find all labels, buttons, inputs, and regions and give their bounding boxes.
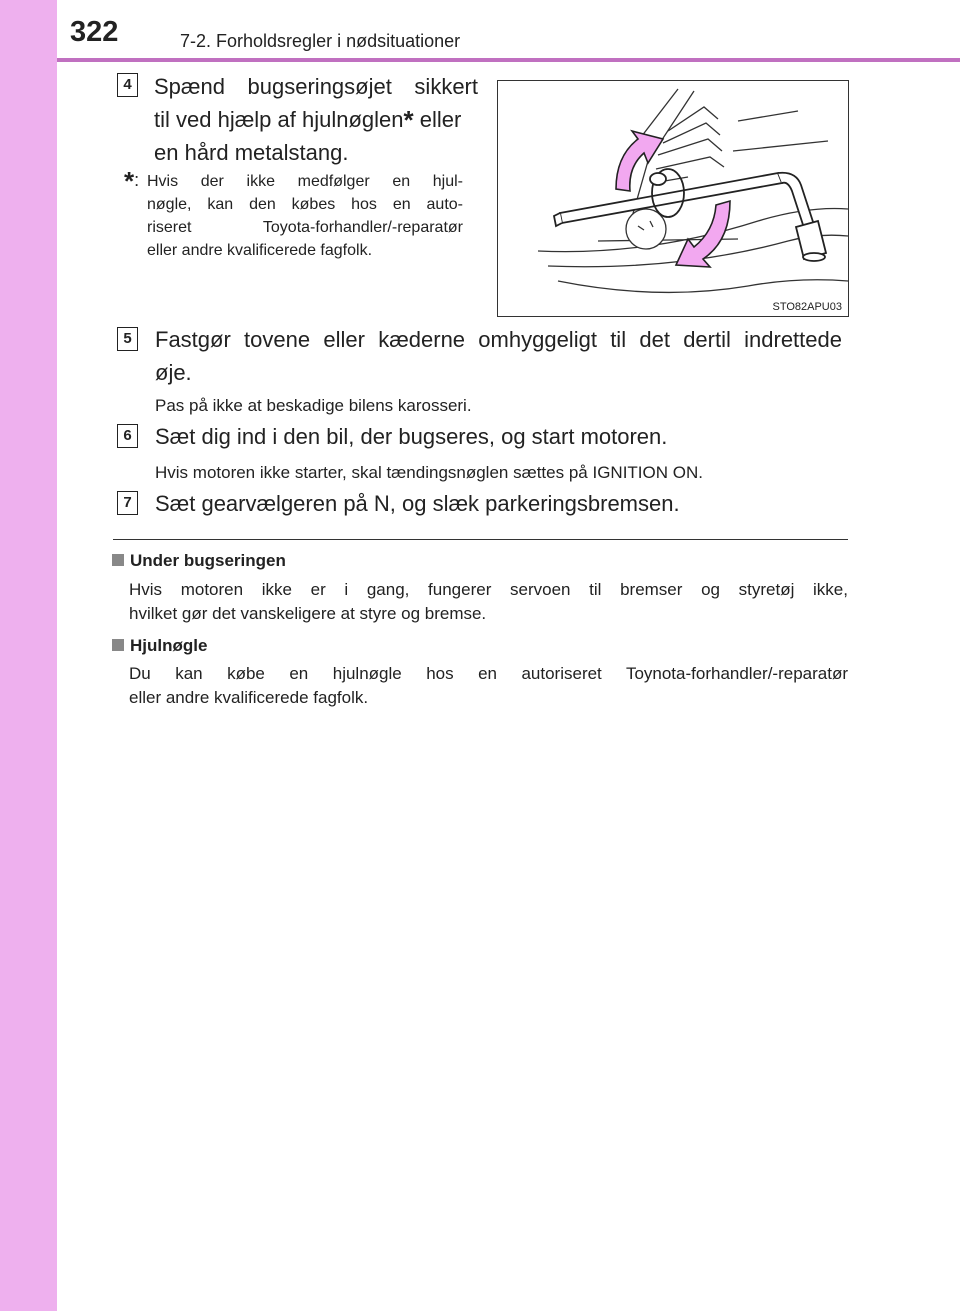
grille-slat [656,157,724,169]
step-6-note: Hvis motoren ikke starter, skal tændingsnøglen sættes på IGNITION ON. [155,463,703,482]
section-body-towing [129,578,848,626]
step-4-line-2a: til ved hjælp af hjulnøglen [154,107,404,132]
header-rule [57,58,960,62]
section-title-towing: Under bugseringen [130,551,286,570]
bumper-line [733,111,828,151]
step-4-line-3: en hård metalstang. [154,140,349,165]
footnote-line-4: eller andre kvalificerede fagfolk. [147,242,373,259]
section-body-wrench [129,662,848,710]
wrench-socket-end [803,253,825,261]
step-6-text: Sæt dig ind i den bil, der bugseres, og start motoren. [155,424,668,449]
step-5-badge: 5 [117,327,138,351]
rotate-arrow-down [676,201,730,267]
chapter-title: 7-2. Forholdsregler i nødsituationer [180,31,461,51]
section-heading-wrench [112,636,207,656]
section-title-wrench: Hjulnøgle [130,636,208,655]
step-5-text [155,323,842,389]
section-towing-line-2: hvilket gør det vanskeligere at styre og bremse. [129,604,487,623]
section-wrench-line-1: Du kan købe en hjulnøgle hos en autoriseret Toynota-forhandler/-reparatør [129,664,848,683]
bumper-line [558,280,848,293]
step-5-line-1: Fastgør tovene eller kæderne omhyggeligt til det dertil indrettede [155,327,842,352]
step-7-text: Sæt gearvælgeren på N, og slæk parkeringsbremsen. [155,491,680,516]
section-towing-line-1: Hvis motoren ikke er i gang, fungerer servoen til bremser og styretøj ikke, [129,580,848,599]
footnote-line-1: Hvis der ikke medfølger en hjul- [147,173,463,190]
section-wrench-line-2: eller andre kvalificerede fagfolk. [129,688,369,707]
section-heading-towing [112,551,286,571]
step-4-line-1: Spænd bugseringsøjet sikkert [154,74,478,99]
step-6-badge: 6 [117,424,138,448]
step-4-badge: 4 [117,73,138,97]
footnote-line-2: nøgle, kan den købes hos en auto- [147,196,463,213]
step-5-note: Pas på ikke at beskadige bilens karosseri. [155,396,472,415]
step-4-text [154,70,478,169]
towing-eyelet-illustration [497,80,849,317]
square-bullet-icon [112,554,124,566]
page-number: 322 [70,16,119,48]
footnote-marker-star: * [124,166,135,196]
step-4-line-2 [154,103,478,136]
step-7-badge: 7 [117,491,138,515]
eyelet-thread [650,173,666,185]
footnote-marker-colon: : [134,170,140,190]
square-bullet-icon [112,639,124,651]
left-margin-band [0,0,57,1311]
step-4-line-2b: eller [413,107,462,132]
step-5-line-2: øje. [155,360,192,385]
figure-code: STO82APU03 [772,301,842,313]
bumper-edge [638,89,678,141]
footnote-line-3: riseret Toyota-forhandler/-reparatør [147,219,463,236]
section-divider [113,539,848,540]
footnote-text [147,170,463,262]
wrench-illustration-svg [498,81,848,316]
footnote-asterisk: * [403,105,414,135]
